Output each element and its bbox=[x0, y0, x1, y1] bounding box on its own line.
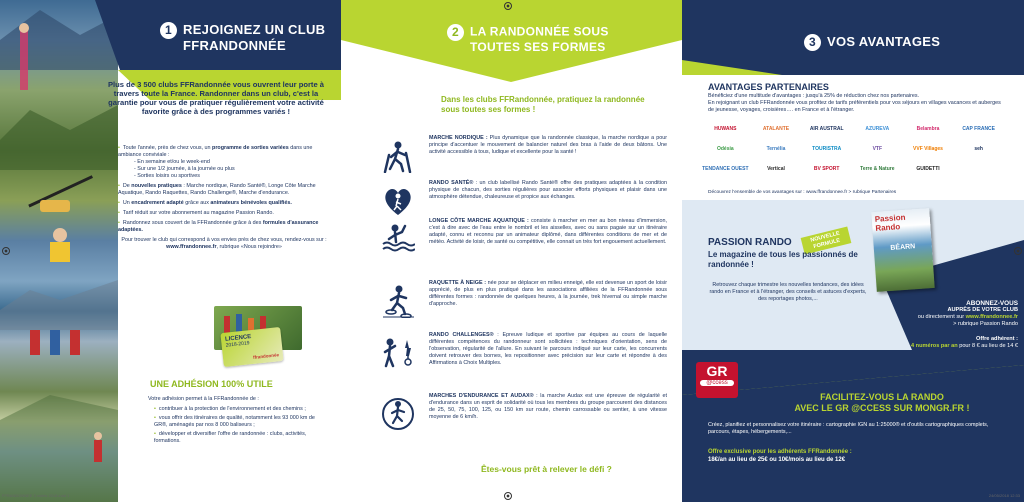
activity-title: RAQUETTE À NEIGE : bbox=[429, 280, 486, 286]
activity-title: RANDO SANTÉ® bbox=[429, 180, 474, 186]
activity-text: consiste à marcher en mer au bon niveau d'immersion, c'est à dire avec de l'eau entre le nombril et les aisselles, avec ou sans pagaie sur un itinéraire adapté, connu et reconnu par un animateur diplômé, dans différentes conditions de mer et de météo. Activité de loisir, de santé ou compétitive, elle connait un très fort engouement actuellement. bbox=[429, 218, 667, 245]
partner-logo: Belambra bbox=[916, 126, 940, 132]
gr-text: Créez, planifiez et personnalisez votre itinéraire : cartographie IGN au 1:25000® et d'outils cartographiques complets, parcours, étapes, hébergements,... bbox=[708, 422, 989, 435]
activity-item bbox=[429, 280, 667, 332]
partner-logo: Odésia bbox=[716, 146, 734, 152]
challenge-text: Êtes-vous prêt à relever le défi ? bbox=[481, 464, 612, 474]
benefit-item: • Un encadrement adapté grâce aux animateurs bénévoles qualifiés. bbox=[118, 200, 330, 207]
panel2-title: 2 LA RANDONNÉE SOUS TOUTES SES FORMES bbox=[447, 24, 609, 54]
panel-join-club bbox=[0, 0, 341, 502]
partner-logo: GUIDETTI bbox=[916, 166, 940, 172]
activity-text: : un club labellisé Rando Santé® offre des pratiques adaptées à la condition physique de chacun, des sorties régulières pour associer efforts physiques et plaisir dans une atmosphère détendue, chaleureuse et propice aux échanges. bbox=[429, 180, 667, 200]
activity-item bbox=[429, 393, 667, 445]
partners-text: Bénéficiez d'une multitude d'avantages : jusqu'à 25% de réduction chez nos partenaires. En rejoignant un club FFRandonnée vous profitez de tarifs préférentiels pour vos séjours en villages vacances et auberges de jeunesse, voyages, croisières…. en France et à l'étranger. bbox=[708, 93, 1001, 113]
activity-title: LONGE CÔTE MARCHE AQUATIQUE : bbox=[429, 218, 529, 224]
partner-logo: seh bbox=[974, 146, 983, 152]
registration-mark bbox=[504, 2, 512, 10]
activity-text: Plus dynamique que la randonnée classique, la marche nordique a pour principe d'accentuer le mouvement de balancier naturel des bras à l'aide de deux bâtons. Une activité accessible à tous, ludique et excellente pour la santé ! bbox=[429, 135, 667, 155]
subscribe-link[interactable]: www.ffrandonnee.fr bbox=[965, 314, 1018, 320]
partner-logo: AZUREVA bbox=[865, 126, 890, 132]
partner-logo: AIR AUSTRAL bbox=[809, 126, 844, 132]
registration-mark bbox=[1014, 247, 1022, 255]
website-link[interactable]: www.ffrandonnee.fr bbox=[166, 244, 217, 250]
registration-mark bbox=[2, 247, 10, 255]
gr-title: FACILITEZ-VOUS LA RANDO AVEC LE GR @CCESS SUR MONGR.FR ! bbox=[794, 392, 970, 413]
activity-title: MARCHE NORDIQUE : bbox=[429, 135, 488, 141]
activity-text: née pour se déplacer en milieu enneigé, elle est devenue un sport de loisir apprécié, de plus en plus pratiqué dans les associations affiliées de la FFRandonnée sous différentes formes : randonnée de quelques heures, à la journée, trek hivernal ou simple marche d'approche. bbox=[429, 280, 667, 307]
find-club-text: Pour trouver le club qui correspond à vos envies près de chez vous, rendez-vous sur : www.ffrandonnee.fr, rubrique «Nous rejoindre» bbox=[121, 237, 327, 250]
partner-logos bbox=[702, 122, 1002, 176]
snowshoe-icon bbox=[381, 284, 415, 318]
passion-subtitle: Le magazine de tous les passionnés de randonnée ! bbox=[708, 250, 858, 269]
passion-text: Retrouvez chaque trimestre les nouvelles tendances, des idées rando en France et à l'étranger, des conseils et astuces d'experts, des reportages photos,... bbox=[709, 282, 867, 302]
step-number-1: 1 bbox=[160, 22, 177, 39]
subscribe-block: ABONNEZ-VOUS AUPRÈS DE VOTRE CLUB ou directement sur www.ffrandonnee.fr > rubrique Passion Rando Offre adhérent : 4 numéros par an pour 8 € au lieu de 14 € bbox=[911, 300, 1018, 349]
partner-logo: HUWANS bbox=[714, 126, 737, 132]
magazine-cover: Passion Rando BÉARN bbox=[871, 208, 934, 292]
adhesion-section: Votre adhésion permet à la FFRandonnée de : • contribuer à la protection de l'environnement et des chemins ; • vous offrir des itinéraires de qualité, notamment les 93 000 km de GR®, aménagés par nos 8 000 baliseurs ; • développer et diversifier l'offre de randonnée : clubs, activités, formations. bbox=[148, 396, 328, 445]
panel-benefits bbox=[682, 0, 1024, 502]
partners-title: AVANTAGES PARTENAIRES bbox=[708, 82, 829, 92]
footer-file: FFRANDONNEE 3 volets 2018.indd 1 bbox=[2, 493, 70, 498]
panel1-intro: Plus de 3 500 clubs FFRandonnée vous ouvrent leur porte à travers toute la France. Randonner dans un club, c'est la garantie pour vous de pratiquer régulièrement votre activité favorite grâce à des programmes variés ! bbox=[107, 80, 325, 116]
longe-cote-icon bbox=[381, 222, 415, 256]
partner-logo: CAP FRANCE bbox=[962, 126, 996, 132]
partner-logo: Terre & Nature bbox=[860, 166, 895, 172]
partner-logo: ATALANTE bbox=[762, 126, 790, 132]
rando-challenge-icon bbox=[381, 336, 415, 370]
panel2-intro: Dans les clubs FFRandonnée, pratiquez la randonnée sous toutes ses formes ! bbox=[441, 95, 645, 114]
partner-logo: Vertical bbox=[767, 166, 785, 172]
activity-item bbox=[429, 218, 667, 278]
panel1-title: 1 REJOIGNEZ UN CLUB FFRANDONNÉE bbox=[160, 22, 325, 53]
benefit-item: • Randonnez sous couvert de la FFRandonnée grâce à des formules d'assurance adaptées. bbox=[118, 220, 330, 234]
activity-item bbox=[429, 135, 667, 180]
nouvelle-formule-badge: NOUVELLE FORMULE bbox=[801, 226, 852, 254]
registration-mark bbox=[504, 492, 512, 500]
activity-item bbox=[429, 180, 667, 216]
licence-card: LICENCE 2018-2019 ffrandonnée bbox=[220, 327, 283, 367]
endurance-icon bbox=[381, 397, 415, 431]
activity-text: : la marche Audax est une épreuve de régularité et d'endurance dans un esprit de solidarité où tous les membres du groupe parcourent des distances de 25, 50, 75, 100, 125, ou 150 km sur route, chemin carrossable ou sentier, à une vitesse moyenne de 6 km/h. bbox=[429, 393, 667, 420]
partner-logo: TOURISTRA bbox=[812, 146, 842, 152]
gr-offer: Offre exclusive pour les adhérents FFRandonnée : 18€/an au lieu de 25€ ou 10€/mois au lieu de 12€ bbox=[708, 449, 852, 463]
gr-access-logo: GR @ccess bbox=[696, 362, 738, 398]
adhesion-title: UNE ADHÉSION 100% UTILE bbox=[150, 379, 273, 389]
benefit-item: • Tarif réduit sur votre abonnement au magazine Passion Rando. bbox=[118, 210, 330, 217]
rando-sante-icon bbox=[381, 184, 415, 218]
partner-logo: BV SPORT bbox=[813, 166, 840, 172]
passion-title: PASSION RANDO bbox=[708, 237, 792, 248]
activity-text: : Epreuve ludique et sportive par équipes au cours de laquelle différentes compétences du randonneur sont sollicitées : techniques d'orientation, sens de l'observation, régularité de l'allure. En suivant le parcours indiqué sur leur carte, les concurrents doivent retrouver des bornes, les repositionner avec précision sur leur carte et répondre à des Affirmations à Choix Multiples. bbox=[429, 332, 667, 366]
partner-logo: VVF Villages bbox=[913, 146, 943, 152]
footer-date: 24/05/2018 12:33 bbox=[988, 493, 1020, 498]
partner-logo: TENDANCE OUEST bbox=[702, 166, 749, 172]
partner-logo: Ternélia bbox=[766, 146, 786, 152]
discover-text: Découvrez l'ensemble de vos avantages sur : www.ffrandonnee.fr > rubrique Partenaires bbox=[708, 190, 897, 195]
panel1-benefits: • Toute l'année, près de chez vous, un programme de sorties variées dans une ambiance conviviale : - En semaine et/ou le week-end - Sur une 1/2 journée, à la journée ou plus - Sorties loisirs ou sportives • De nouvelles pratiques : Marche nordique, Rando Santé®, Longe Côte Marche Aquatique, Rando Raquettes, Rando Challenge®, Marche d'endurance. • Un encadrement adapté grâce aux animateurs bénévoles qualifiés. • Tarif réduit sur votre abonnement au magazine Passion Rando. • Randonnez sous couvert de la FFRandonnée grâce à des formules d'assurance adaptées. Pour trouver le club qui correspond à vos envies près de chez vous, rendez-vous sur : www.ffrandonnee.fr, rubrique «Nous rejoindre» bbox=[118, 145, 330, 251]
activity-title: MARCHES D'ENDURANCE ET AUDAX® bbox=[429, 393, 534, 399]
benefit-item: • Toute l'année, près de chez vous, un programme de sorties variées dans une ambiance conviviale : bbox=[118, 145, 330, 159]
activity-item bbox=[429, 332, 667, 394]
activity-title: RANDO CHALLENGES® bbox=[429, 332, 494, 338]
partner-logo: VTF bbox=[872, 146, 883, 152]
benefit-item: • De nouvelles pratiques : Marche nordique, Rando Santé®, Longe Côte Marche Aquatique, Rando Raquettes, Rando Challenge®, Marche d'endurance. bbox=[118, 183, 330, 197]
nordic-walking-icon bbox=[381, 139, 415, 173]
panel3-title: 3 VOS AVANTAGES bbox=[804, 34, 940, 51]
panel-activities bbox=[341, 0, 682, 502]
